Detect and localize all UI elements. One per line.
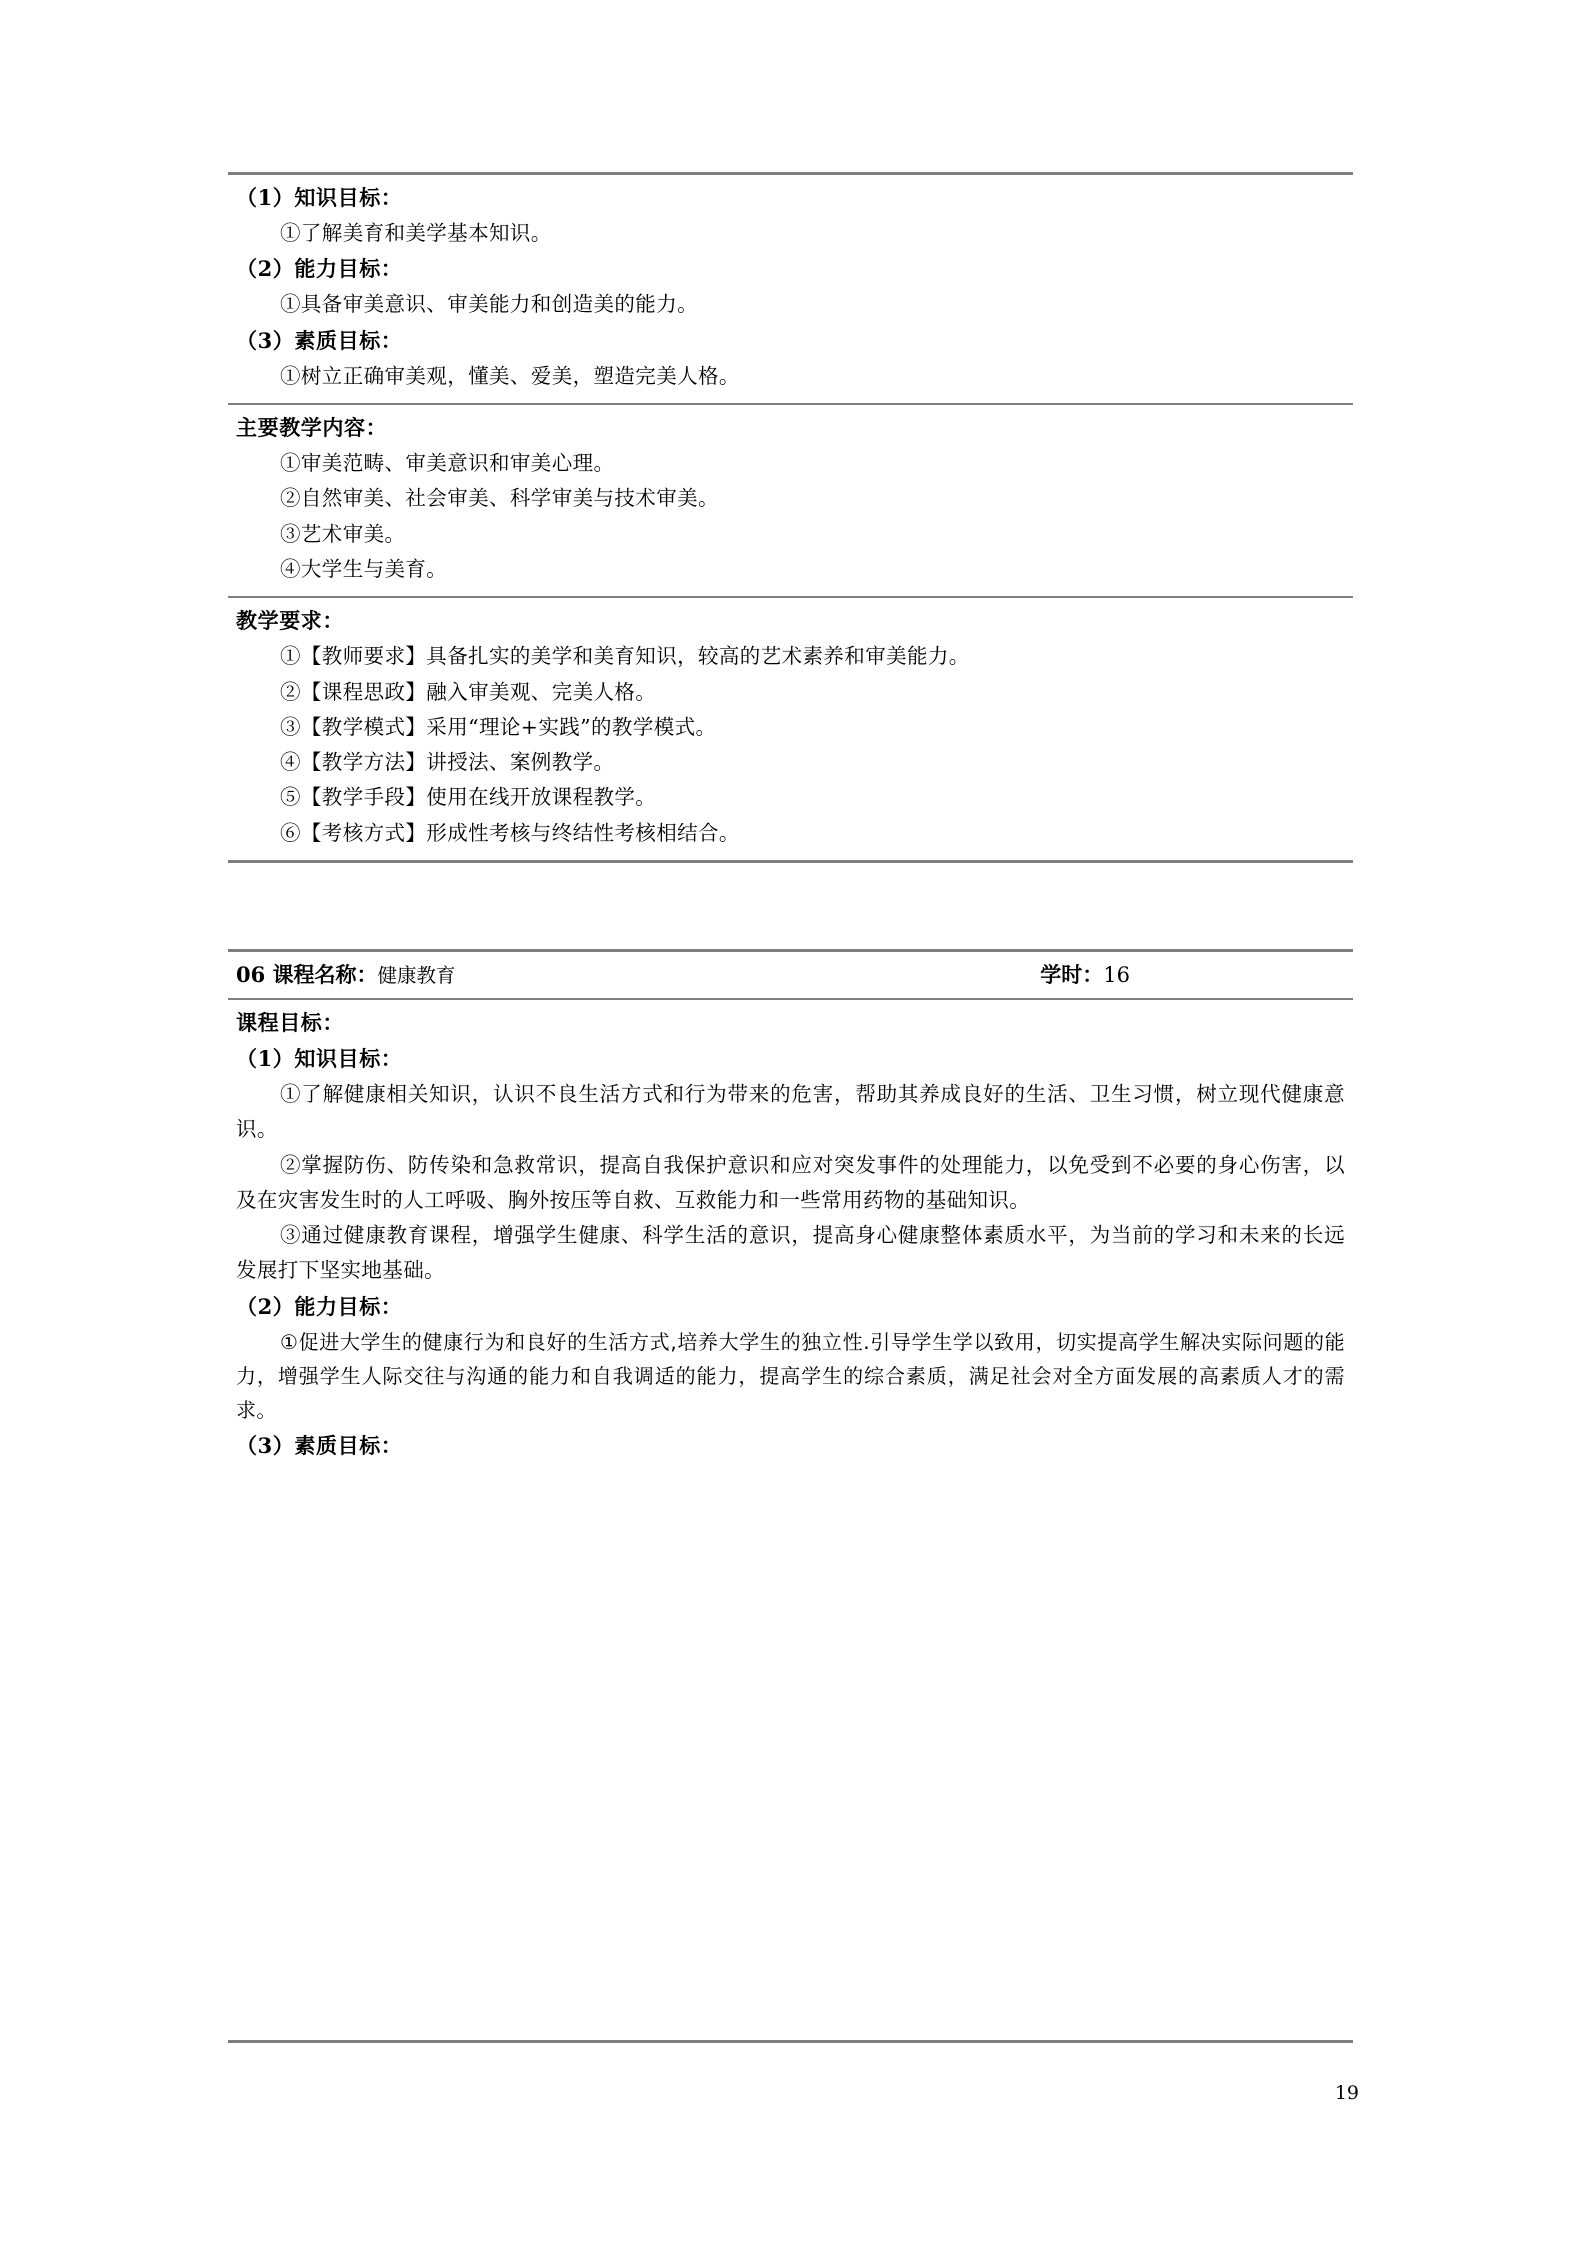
block-teaching-requirements	[228, 596, 1353, 863]
course-knowledge-objective-heading: （1）知识目标：	[236, 1045, 403, 1071]
block-course-objectives	[228, 998, 1353, 1473]
page-number: 19	[1334, 2082, 1359, 2104]
course-hours-label: 学时：	[1040, 961, 1104, 987]
block-objectives-top	[228, 172, 1353, 403]
course-name: 健康教育	[377, 963, 456, 987]
course-header-row	[228, 949, 1353, 998]
course-quality-objective-heading: （3）素质目标：	[236, 1432, 403, 1458]
teaching-requirements-heading: 教学要求：	[236, 608, 344, 634]
main-content-item-2: ②自然审美、社会审美、科学审美与技术审美。	[280, 486, 719, 511]
page-bottom-rule	[228, 2040, 1353, 2043]
page-content	[228, 172, 1353, 1473]
knowledge-objective-item-1: ①了解美育和美学基本知识。	[280, 221, 552, 246]
section-spacer	[228, 863, 1353, 949]
teaching-requirement-item-3: ③【教学模式】采用“理论+实践”的教学模式。	[280, 714, 717, 739]
teaching-requirement-item-5: ⑤【教学手段】使用在线开放课程教学。	[280, 785, 657, 810]
ability-objective-heading: （2）能力目标：	[236, 256, 403, 282]
main-content-heading: 主要教学内容：	[236, 415, 388, 441]
teaching-requirement-item-2: ②【课程思政】融入审美观、完美人格。	[280, 679, 657, 704]
course-objectives-heading: 课程目标：	[236, 1009, 344, 1035]
quality-objective-item-1: ①树立正确审美观，懂美、爱美，塑造完美人格。	[280, 363, 740, 388]
main-content-item-1: ①审美范畴、审美意识和审美心理。	[280, 451, 615, 476]
course-knowledge-item-1: ①了解健康相关知识，认识不良生活方式和行为带来的危害，帮助其养成良好的生活、卫生习惯，树立现代健康意识。	[236, 1082, 1345, 1142]
course-knowledge-item-2: ②掌握防伤、防传染和急救常识，提高自我保护意识和应对突发事件的处理能力，以免受到不必要的身心伤害，以及在灾害发生时的人工呼吸、胸外按压等自救、互救能力和一些常用药物的基础知识。	[236, 1152, 1345, 1212]
quality-objective-heading: （3）素质目标：	[236, 327, 403, 353]
course-ability-objective-heading: （2）能力目标：	[236, 1293, 403, 1319]
course-ability-item-1: ①促进大学生的健康行为和良好的生活方式,培养大学生的独立性.引导学生学以致用，切实提高学生解决实际问题的能力，增强学生人际交往与沟通的能力和自我调适的能力，提高学生的综合素质，满足社会对全方面发展的高素质人才的需求。	[236, 1329, 1345, 1423]
course-index-label: 06 课程名称：	[236, 961, 378, 987]
teaching-requirement-item-6: ⑥【考核方式】形成性考核与终结性考核相结合。	[280, 820, 740, 845]
main-content-item-4: ④大学生与美育。	[280, 556, 448, 581]
knowledge-objective-heading: （1）知识目标：	[236, 185, 403, 210]
course-hours-value: 16	[1103, 962, 1130, 987]
teaching-requirement-item-4: ④【教学方法】讲授法、案例教学。	[280, 750, 615, 775]
course-hours	[1040, 959, 1345, 989]
course-title	[236, 959, 456, 989]
course-knowledge-item-3: ③通过健康教育课程，增强学生健康、科学生活的意识，提高身心健康整体素质水平，为当前的学习和未来的长远发展打下坚实地基础。	[236, 1223, 1345, 1283]
block-main-teaching-content	[228, 403, 1353, 596]
teaching-requirement-item-1: ①【教师要求】具备扎实的美学和美育知识，较高的艺术素养和审美能力。	[280, 644, 970, 669]
ability-objective-item-1: ①具备审美意识、审美能力和创造美的能力。	[280, 292, 698, 317]
main-content-item-3: ③艺术审美。	[280, 521, 406, 546]
